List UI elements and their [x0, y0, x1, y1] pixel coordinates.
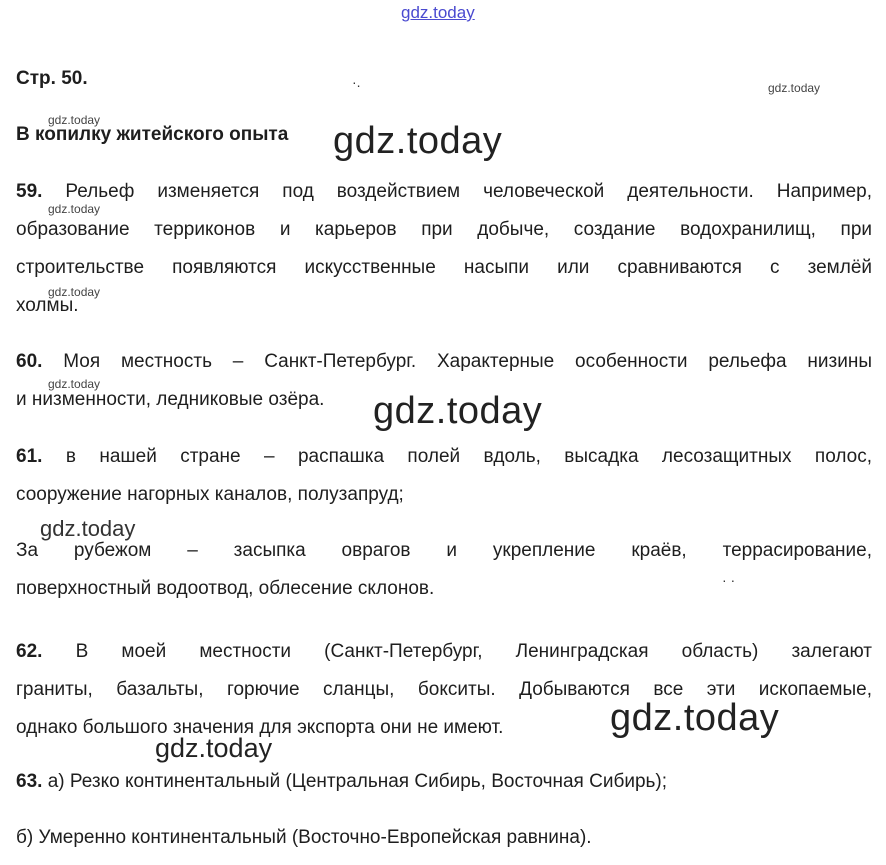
answer-63-b [16, 819, 872, 857]
answer-line: За рубежом – засыпка оврагов и укрепление краёв, террасирование, [16, 540, 872, 561]
watermark-small: gdz.today [48, 202, 101, 216]
watermark-small: gdz.today [48, 285, 101, 299]
answer-61 [16, 438, 872, 514]
answer-line [16, 438, 872, 476]
answer-text: В моей местности (Санкт-Петербург, Ленинградская область) залегают [75, 641, 872, 662]
answer-number: 61. [16, 446, 43, 467]
answer-number: 59. [16, 181, 43, 202]
watermark-medium: gdz.today [40, 516, 136, 541]
answer-number: 62. [16, 641, 43, 662]
answer-text: в нашей стране – распашка полей вдоль, высадка лесозащитных полос, [65, 446, 872, 467]
scan-dots: ·. [352, 74, 361, 90]
watermark-small: gdz.today [48, 377, 101, 391]
answer-line: и низменности, ледниковые озёра. [16, 389, 325, 410]
answer-line [16, 763, 872, 801]
answer-line [16, 343, 872, 381]
answer-line [16, 633, 872, 671]
answer-number: 60. [16, 351, 43, 372]
page-label: Стр. 50. [16, 68, 88, 89]
answer-line: однако большого значения для экспорта они не имеют. [16, 717, 504, 738]
answer-text: Моя местность – Санкт-Петербург. Характерные особенности рельефа низины [63, 351, 872, 372]
section-title: В копилку житейского опыта [16, 124, 289, 145]
watermark-top: gdz.today [401, 3, 475, 22]
answer-text: а) Резко континентальный (Центральная Сибирь, Восточная Сибирь); [47, 771, 668, 792]
answer-line: строительстве появляются искусственные насыпи или сравниваются с землёй [16, 257, 872, 278]
answer-line: сооружение нагорных каналов, полузапруд; [16, 484, 404, 505]
answer-line: образование терриконов и карьеров при добыче, создание водохранилищ, при [16, 219, 872, 240]
answer-line: граниты, базальты, горючие сланцы, бокситы. Добываются все эти ископаемые, [16, 679, 872, 700]
watermark-medium: gdz.today [155, 733, 273, 763]
watermark-large: gdz.today [333, 120, 503, 162]
answer-63 [16, 763, 872, 801]
answer-text: Рельеф изменяется под воздействием человеческой деятельности. Например, [65, 181, 872, 202]
watermark-small: gdz.today [48, 113, 101, 127]
watermark-large: gdz.today [610, 697, 780, 739]
answer-line: холмы. [16, 295, 79, 316]
scan-dots: · · [722, 572, 736, 588]
watermark-small: gdz.today [768, 81, 821, 95]
answer-number: 63. [16, 771, 43, 792]
answer-59 [16, 173, 872, 325]
answer-line [16, 173, 872, 211]
watermark-large: gdz.today [373, 390, 543, 432]
answer-61-abroad [16, 532, 872, 608]
answer-line: б) Умеренно континентальный (Восточно-Европейская равнина). [16, 827, 592, 848]
answer-line: поверхностный водоотвод, облесение склонов. [16, 578, 435, 599]
